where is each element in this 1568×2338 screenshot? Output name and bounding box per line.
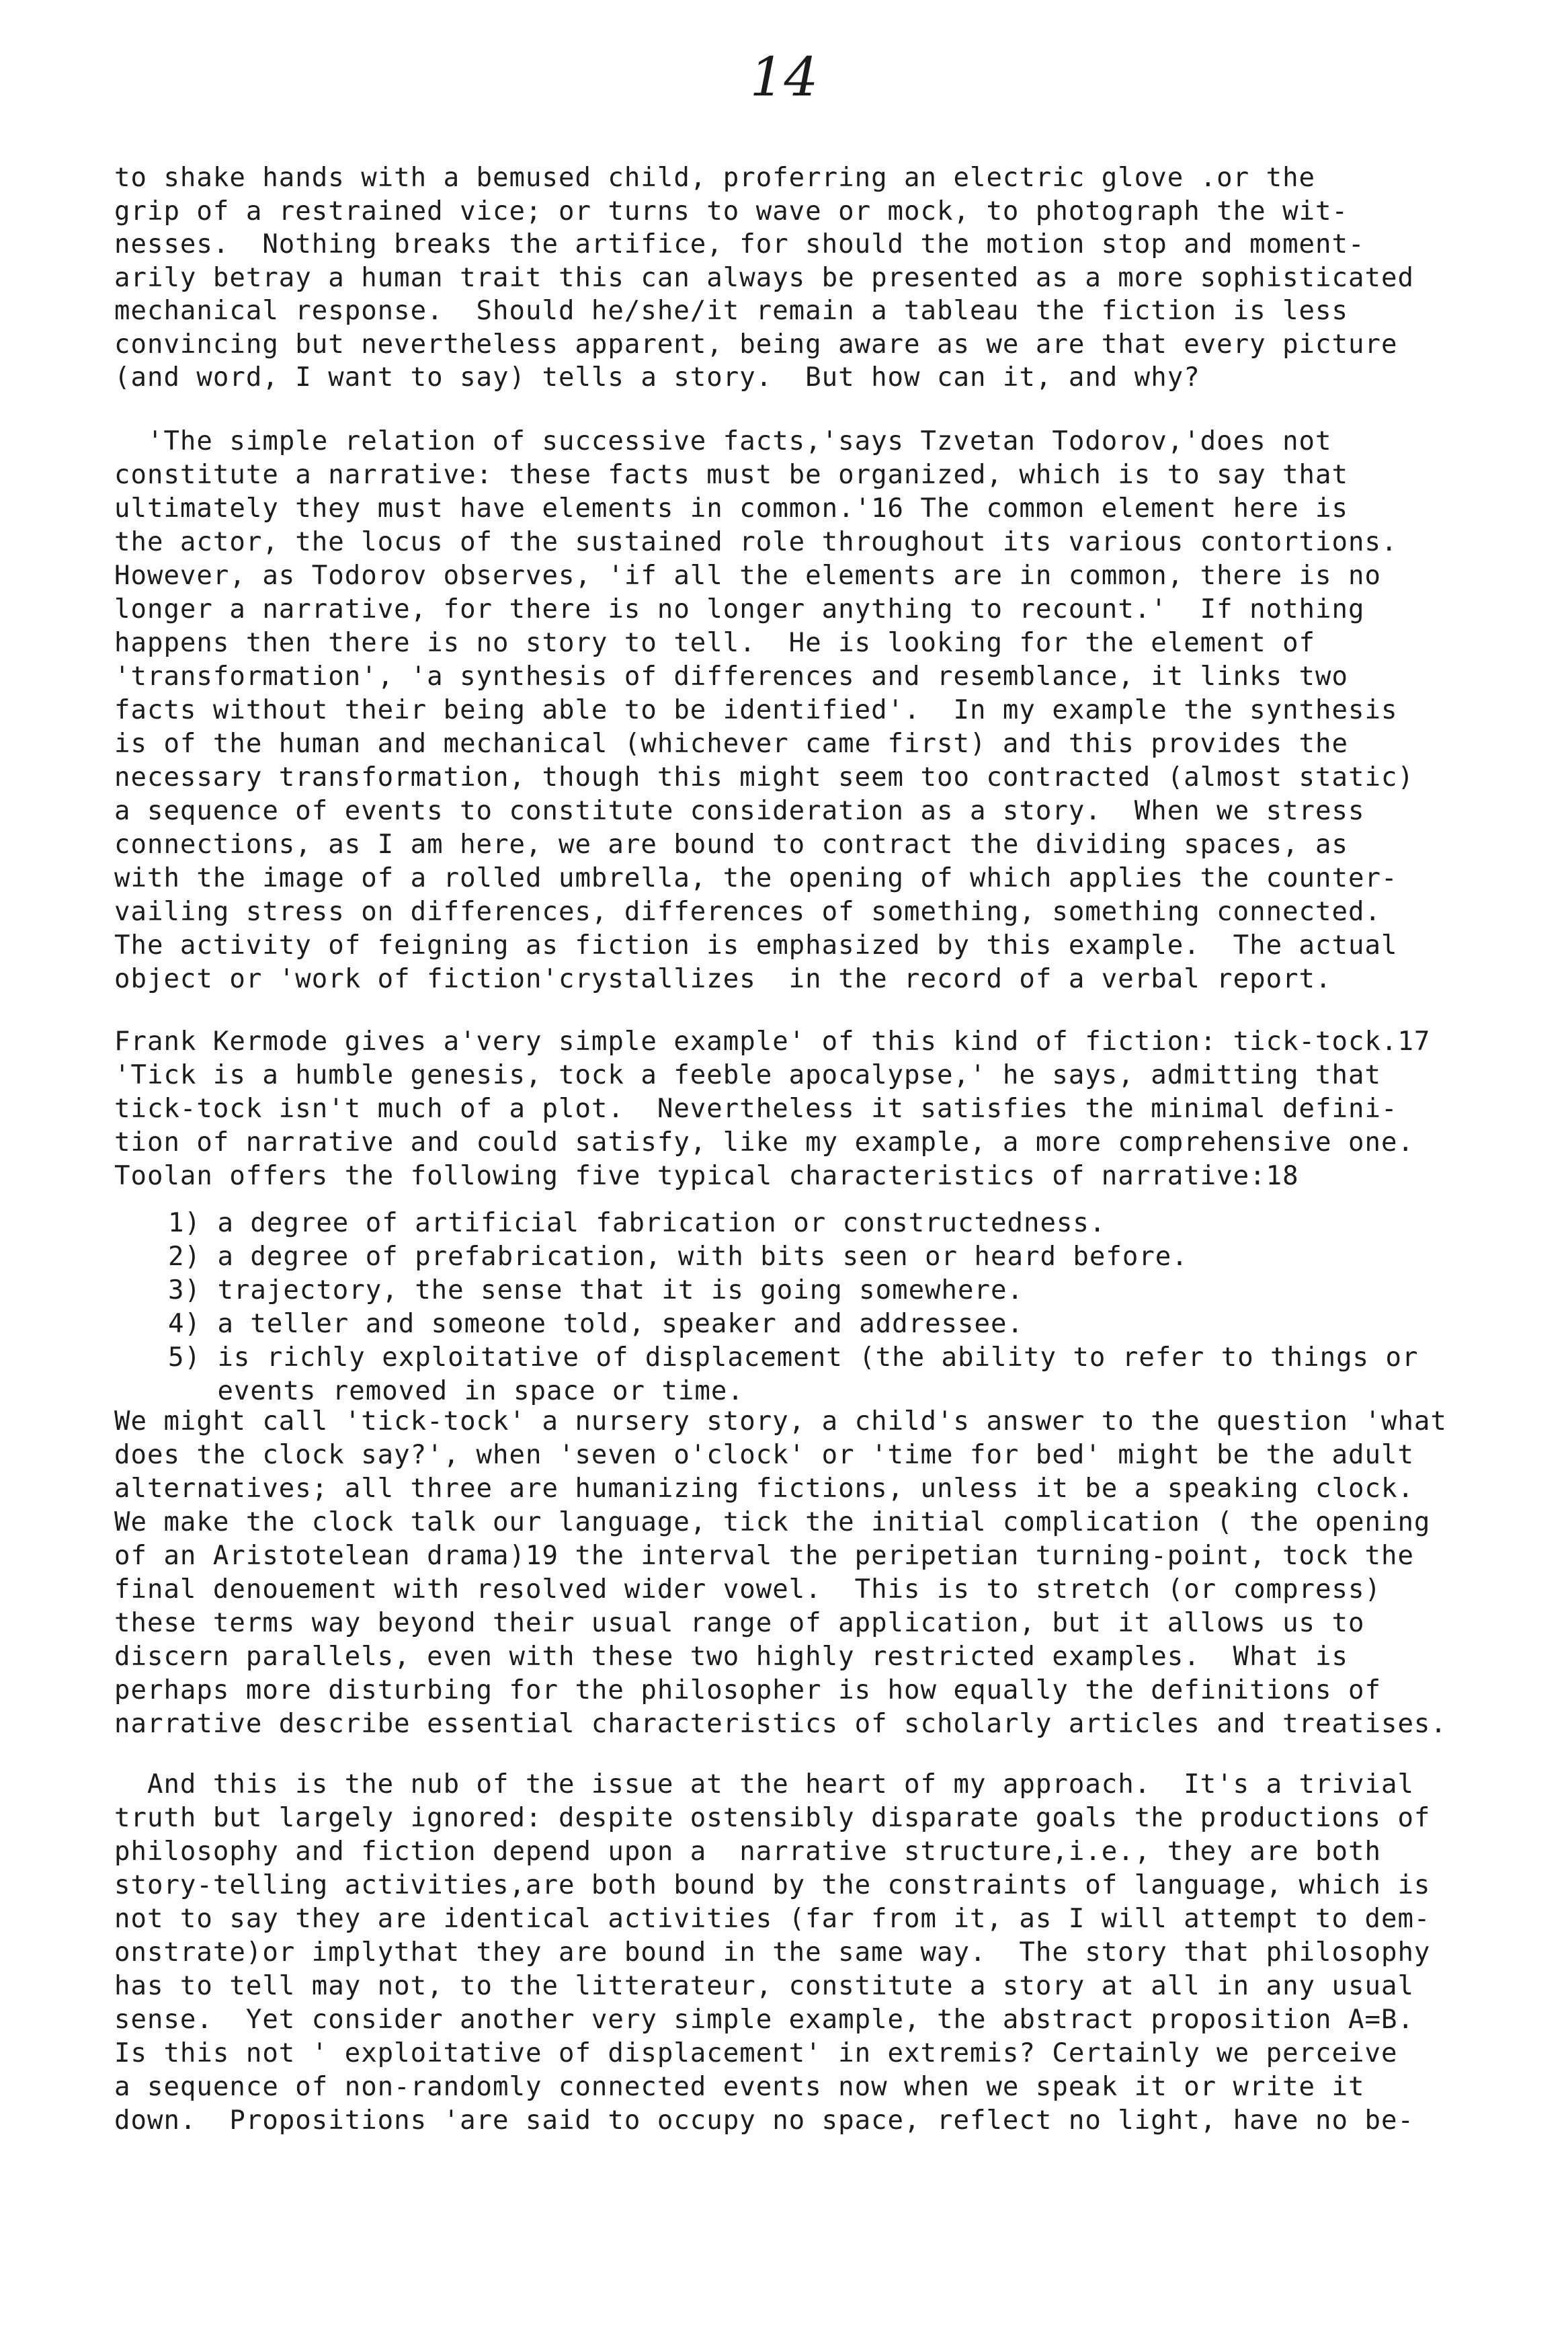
text-line: grip of a restrained vice; or turns to wave or mock, to photograph the wit- [114, 196, 1348, 227]
text-line: truth but largely ignored: despite ostensibly disparate goals the productions of [114, 1803, 1431, 1833]
text-line: vailing stress on differences, differences of something, something connected. [114, 897, 1381, 927]
text-line: to shake hands with a bemused child, proferring an electric glove .or the [114, 163, 1316, 193]
text-line: We might call 'tick-tock' a nursery story, a child's answer to the question 'what [114, 1406, 1447, 1437]
text-line: not to say they are identical activities (far from it, as I will attempt to dem- [114, 1904, 1431, 1934]
text-line: tion of narrative and could satisfy, like my example, a more comprehensive one. [114, 1127, 1414, 1158]
text-line: Frank Kermode gives a'very simple example' of this kind of fiction: tick-tock.17 [114, 1026, 1431, 1057]
text-line: Is this not ' exploitative of displacement' in extremis? Certainly we perceive [114, 2038, 1398, 2068]
paragraph-kermode [114, 1025, 1458, 1193]
text-line: connections, as I am here, we are bound to contract the dividing spaces, as [114, 830, 1348, 860]
paragraph-philosophy-fiction [114, 1768, 1458, 2138]
text-line: a sequence of events to constitute consideration as a story. When we stress [114, 796, 1365, 826]
text-line: story-telling activities,are both bound by the constraints of language, which is [114, 1870, 1431, 1900]
text-line: nesses. Nothing breaks the artifice, for should the motion stop and moment- [114, 229, 1365, 259]
paragraph-tick-tock [114, 1405, 1458, 1741]
text-line: We make the clock talk our language, tick the initial complication ( the opening [114, 1507, 1431, 1537]
text-line: However, as Todorov observes, 'if all the elements are in common, there is no [114, 561, 1381, 591]
text-line: object or 'work of fiction'crystallizes in the record of a verbal report. [114, 964, 1332, 994]
text-line: the actor, the locus of the sustained role throughout its various contortions. [114, 527, 1398, 557]
text-line: a sequence of non-randomly connected events now when we speak it or write it [114, 2072, 1365, 2102]
text-line: constitute a narrative: these facts must be organized, which is to say that [114, 460, 1348, 490]
list-item: 2) a degree of prefabrication, with bits seen or heard before. [168, 1242, 1188, 1272]
paragraph-todorov [114, 425, 1458, 996]
text-line: Toolan offers the following five typical characteristics of narrative:18 [114, 1161, 1299, 1191]
text-line: ultimately they must have elements in common.'16 The common element here is [114, 493, 1348, 524]
text-line: has to tell may not, to the litterateur, constitute a story at all in any usual [114, 1971, 1414, 2001]
text-line: perhaps more disturbing for the philosopher is how equally the definitions of [114, 1675, 1381, 1705]
text-line: longer a narrative, for there is no longer anything to recount.' If nothing [114, 594, 1365, 624]
list-item: 4) a teller and someone told, speaker and addressee. [168, 1309, 1024, 1339]
text-line: with the image of a rolled umbrella, the opening of which applies the counter- [114, 863, 1398, 893]
text-line: And this is the nub of the issue at the heart of my approach. It's a trivial [114, 1769, 1414, 1800]
narrative-characteristics-list [168, 1207, 1479, 1408]
text-line: necessary transformation, though this might seem too contracted (almost static) [114, 762, 1414, 793]
text-line: 'Tick is a humble genesis, tock a feeble apocalypse,' he says, admitting that [114, 1060, 1381, 1090]
text-line: down. Propositions 'are said to occupy no space, reflect no light, have no be- [114, 2105, 1414, 2136]
list-item: events removed in space or time. [168, 1376, 744, 1406]
text-line: arily betray a human trait this can always be presented as a more sophisticated [114, 262, 1414, 293]
text-line: tick-tock isn't much of a plot. Nevertheless it satisfies the minimal defini- [114, 1094, 1398, 1124]
text-line: onstrate)or implythat they are bound in the same way. The story that philosophy [114, 1937, 1431, 1968]
text-line: convincing but nevertheless apparent, being aware as we are that every picture [114, 329, 1398, 360]
text-line: mechanical response. Should he/she/it remain a tableau the fiction is less [114, 296, 1348, 326]
text-line: of an Aristotelean drama)19 the interval the peripetian turning-point, tock the [114, 1541, 1414, 1571]
text-line: narrative describe essential characteristics of scholarly articles and treatises. [114, 1709, 1447, 1739]
page-number: 14 [749, 46, 819, 108]
text-line: is of the human and mechanical (whichever came first) and this provides the [114, 729, 1348, 759]
paragraph-glove-fiction [114, 161, 1458, 395]
text-line: alternatives; all three are humanizing fictions, unless it be a speaking clock. [114, 1474, 1414, 1504]
text-line: philosophy and fiction depend upon a narrative structure,i.e., they are both [114, 1837, 1381, 1867]
text-line: 'The simple relation of successive facts,'says Tzvetan Todorov,'does not [114, 426, 1332, 456]
text-line: does the clock say?', when 'seven o'clock' or 'time for bed' might be the adult [114, 1440, 1414, 1470]
list-item: 3) trajectory, the sense that it is going somewhere. [168, 1275, 1024, 1305]
list-item: 5) is richly exploitative of displacement (the ability to refer to things or [168, 1342, 1419, 1373]
text-line: final denouement with resolved wider vowel. This is to stretch (or compress) [114, 1574, 1381, 1605]
text-line: discern parallels, even with these two highly restricted examples. What is [114, 1642, 1348, 1672]
text-line: 'transformation', 'a synthesis of differences and resemblance, it links two [114, 661, 1348, 692]
text-line: facts without their being able to be identified'. In my example the synthesis [114, 695, 1398, 725]
text-line: The activity of feigning as fiction is emphasized by this example. The actual [114, 930, 1398, 961]
text-line: sense. Yet consider another very simple example, the abstract proposition A=B. [114, 2005, 1414, 2035]
text-line: these terms way beyond their usual range of application, but it allows us to [114, 1608, 1365, 1638]
text-line: happens then there is no story to tell. He is looking for the element of [114, 628, 1316, 658]
text-line: (and word, I want to say) tells a story. But how can it, and why? [114, 362, 1200, 393]
list-item: 1) a degree of artificial fabrication or constructedness. [168, 1208, 1106, 1238]
